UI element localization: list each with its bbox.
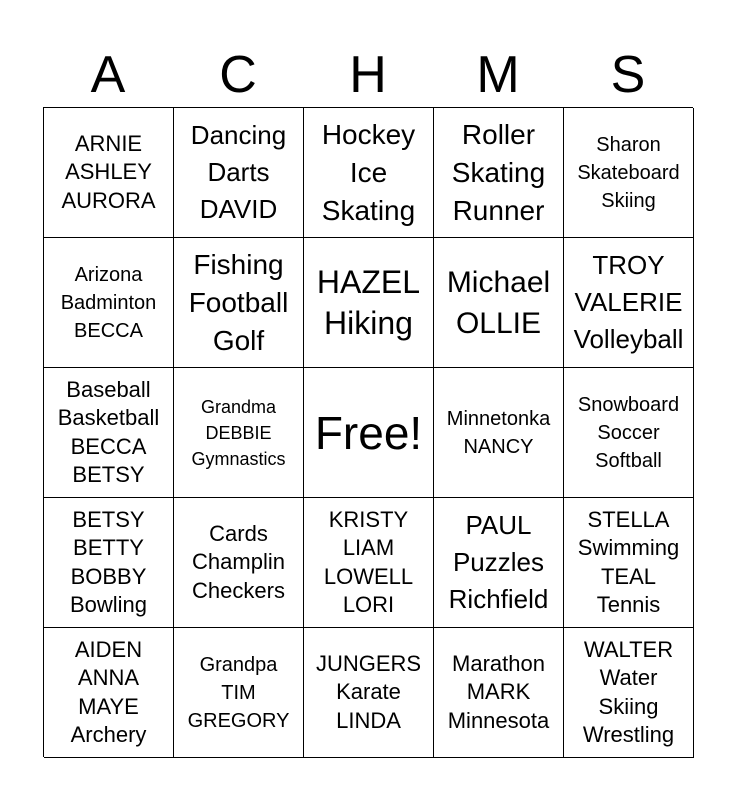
cell-text: Roller Skating Runner [451, 118, 546, 226]
bingo-cell[interactable] [434, 108, 564, 238]
bingo-cell[interactable] [174, 108, 304, 238]
bingo-cell[interactable] [434, 628, 564, 758]
cell-text: Dancing Darts DAVID [190, 120, 287, 224]
cell-text: HAZEL Hiking [316, 263, 421, 341]
cell-text: STELLA Swimming TEAL Tennis [577, 506, 680, 617]
header-letter-a: A [90, 46, 126, 104]
cell-text: Cards Champlin Checkers [192, 520, 285, 603]
bingo-cell[interactable] [304, 498, 434, 628]
bingo-cell[interactable] [304, 108, 434, 238]
bingo-cell[interactable] [44, 368, 174, 498]
bingo-cell[interactable] [434, 368, 564, 498]
cell-text: Grandpa TIM GREGORY [187, 653, 290, 732]
bingo-cell[interactable] [564, 368, 694, 498]
cell-text: WALTER Water Skiing Wrestling [582, 636, 675, 747]
header-letter-m: M [476, 46, 520, 104]
free-space-text: Free! [314, 406, 423, 459]
cell-text: PAUL Puzzles Richfield [448, 510, 549, 614]
header-letter-s: S [610, 46, 646, 104]
cell-text: Michael OLLIE [446, 265, 551, 340]
bingo-cell[interactable] [564, 108, 694, 238]
bingo-cell[interactable] [174, 368, 304, 498]
bingo-cell[interactable] [44, 498, 174, 628]
bingo-cell[interactable] [564, 238, 694, 368]
bingo-cell[interactable] [434, 238, 564, 368]
cell-text: Snowboard Soccer Softball [577, 393, 680, 472]
bingo-cell[interactable] [174, 498, 304, 628]
header-letter-c: C [219, 46, 257, 104]
cell-text: ARNIE ASHLEY AURORA [61, 130, 156, 213]
cell-text: Baseball Basketball BECCA BETSY [57, 376, 160, 487]
cell-text: TROY VALERIE Volleyball [573, 250, 684, 354]
cell-text: AIDEN ANNA MAYE Archery [70, 636, 147, 747]
bingo-header [43, 44, 693, 106]
cell-text: Hockey Ice Skating [321, 118, 416, 226]
cell-text: KRISTY LIAM LOWELL LORI [323, 506, 414, 617]
bingo-cell[interactable] [174, 238, 304, 368]
cell-text: JUNGERS Karate LINDA [315, 650, 422, 733]
cell-text: Arizona Badminton BECCA [60, 263, 157, 342]
bingo-cell[interactable] [434, 498, 564, 628]
bingo-cell[interactable] [44, 238, 174, 368]
bingo-cell[interactable] [304, 628, 434, 758]
cell-text: Grandma DEBBIE Gymnastics [191, 396, 286, 469]
cell-text: Marathon MARK Minnesota [447, 650, 550, 733]
bingo-cell[interactable] [44, 628, 174, 758]
cell-text: Fishing Football Golf [188, 248, 289, 356]
bingo-cell[interactable] [44, 108, 174, 238]
cell-text: BETSY BETTY BOBBY Bowling [69, 506, 148, 617]
header-letter-h: H [349, 46, 387, 104]
bingo-board [43, 107, 693, 757]
bingo-cell[interactable] [304, 238, 434, 368]
bingo-cell[interactable] [564, 498, 694, 628]
free-space[interactable] [304, 368, 434, 498]
bingo-cell[interactable] [564, 628, 694, 758]
cell-text: Minnetonka NANCY [446, 407, 551, 458]
cell-text: Sharon Skateboard Skiing [577, 133, 680, 212]
bingo-cell[interactable] [174, 628, 304, 758]
